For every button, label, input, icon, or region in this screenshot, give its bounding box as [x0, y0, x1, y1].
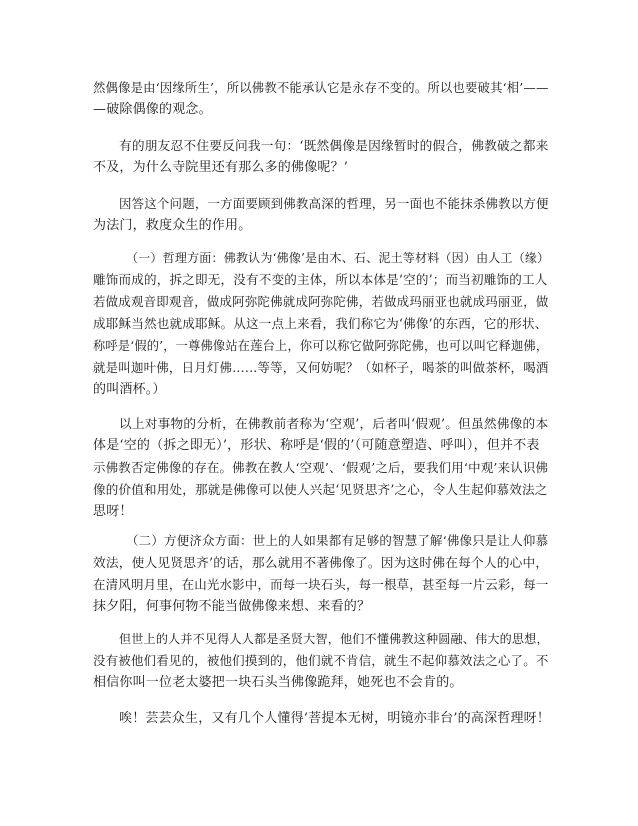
paragraph-line: —破除偶像的观念。 [93, 102, 212, 117]
paragraph-3 [93, 193, 553, 237]
paragraph-2 [93, 135, 553, 179]
paragraph-6 [93, 530, 553, 618]
paragraph-line: 抹夕阳，何事何物不能当做佛像来想、来看的？ [93, 599, 371, 614]
paragraph-8 [93, 708, 553, 730]
paragraph-line: 为法门，救度众生的作用。 [93, 218, 252, 233]
paragraph-line: 没有被他们看见的，被他们摸到的，他们就不肯信，就生不起仰慕效法之心了。不 [93, 653, 549, 668]
paragraph-7 [93, 628, 553, 694]
paragraph-5 [93, 413, 553, 523]
paragraph-line: 就是叫迦叶佛，日月灯佛……等等，又何妨呢？（如杯子，喝茶的叫做茶杯，喝酒 [93, 360, 549, 375]
paragraph-line: 雕饰而成的，拆之即无，没有不变的主体，所以本体是‘空的’；而当初雕饰的工人 [93, 272, 548, 287]
paragraph-line: 不及，为什么寺院里还有那么多的佛像呢？’ [93, 160, 349, 175]
paragraph-line: 体是‘空的（拆之即无）’，形状、称呼是‘假的’（可随意塑造、呼叫），但并不表 [93, 438, 540, 453]
paragraph-line: 成耶稣当然也就成耶稣。从这一点上来看，我们称它为‘佛像’的东西，它的形状、 [93, 316, 548, 331]
paragraph-line: 像的价值和用处，那就是佛像可以使人兴起‘见贤思齐’之心，令人生起仰慕效法之 [93, 482, 548, 497]
paragraph-line: （二）方便济众方面：世上的人如果都有足够的智慧了解‘佛像只是让人仰慕 [126, 533, 549, 548]
paragraph-line: 的叫酒杯。） [93, 382, 166, 397]
paragraph-line: 在清风明月里，在山光水影中，而每一块石头，每一根草，甚至每一片云彩，每一 [93, 577, 549, 592]
paragraph-line: 相信你叫一位老太婆把一块石头当佛像跪拜，她死也不会肯的。 [93, 675, 463, 690]
paragraph-line: 效法，使人见贤思齐’的话，那么就用不著佛像了。因为这时佛在每个人的心中， [93, 555, 549, 570]
paragraph-line: 然偶像是由‘因缘所生’，所以佛教不能承认它是永存不变的。所以也要破其‘相’—— [93, 81, 549, 95]
paragraph-line: 以上对事物的分析，在佛教前者称为‘空观’，后者叫‘假观’。但虽然佛像的本 [119, 416, 549, 431]
paragraph-line: 有的朋友忍不住要反问我一句：‘既然偶像是因缘暂时的假合，佛教破之都来 [119, 138, 549, 153]
paragraph-line: 若做成观音即观音，做成阿弥陀佛就成阿弥陀佛，若做成玛丽亚也就成玛丽亚，做 [93, 294, 549, 309]
paragraph-line: 思呀！ [93, 504, 133, 519]
paragraph-line: 因答这个问题，一方面要顾到佛教高深的哲理，另一面也不能抹杀佛教以方便 [119, 196, 549, 211]
paragraph-line: 称呼是‘假的’，一尊佛像站在莲台上，你可以称它做阿弥陀佛，也可以叫它释迦佛， [93, 339, 549, 353]
paragraph-line: 示佛教否定佛像的存在。佛教在教人‘空观’、‘假观’之后，要我们用‘中观’来认识佛 [93, 460, 549, 475]
paragraph-line: 但世上的人并不见得人人都是圣贤大智，他们不懂佛教这种圆融、伟大的思想， [119, 632, 549, 646]
paragraph-line: 唉！芸芸众生，又有几个人懂得‘菩提本无树，明镜亦非台’的高深哲理呀！ [119, 711, 551, 726]
paragraph-1 [93, 77, 553, 121]
paragraph-4 [93, 247, 553, 401]
paragraph-line: （一）哲理方面：佛教认为‘佛像’是由木、石、泥土等材料（因）由人工（缘） [126, 251, 550, 265]
